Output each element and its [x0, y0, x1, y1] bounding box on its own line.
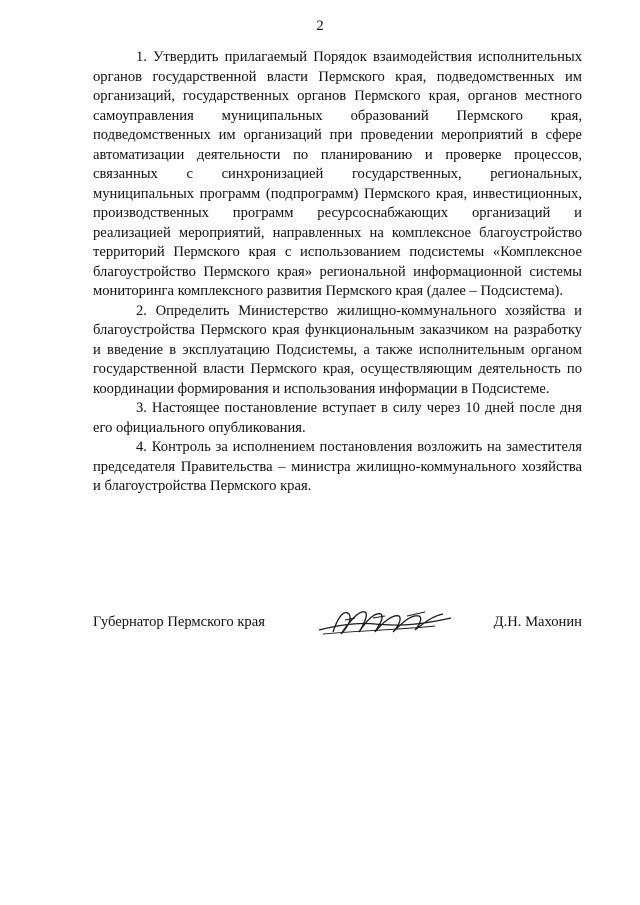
paragraph-2: 2. Определить Министерство жилищно-коммунального хозяйства и благоустройства Пермского края функциональным заказчиком на разработку и введение в эксплуатацию Подсистемы, а также исполнительным органом государственной власти Пермского края, осуществляющим деятельность по координации формирования и использования информации в Подсистеме. [93, 302, 582, 397]
document-body [93, 48, 582, 497]
page-number: 2 [316, 18, 324, 34]
signatory-position: Губернатор Пермского края [93, 614, 265, 630]
paragraph-4: 4. Контроль за исполнением постановления возложить на заместителя председателя Правительства – министра жилищно-коммунального хозяйства и благоустройства Пермского края. [93, 439, 582, 494]
handwritten-signature [315, 604, 455, 640]
signature-block [93, 608, 582, 638]
paragraph-3: 3. Настоящее постановление вступает в силу через 10 дней после дня его официального опубликования. [93, 400, 582, 436]
signatory-name: Д.Н. Махонин [493, 614, 582, 630]
paragraph-1: 1. Утвердить прилагаемый Порядок взаимодействия исполнительных органов государственной власти Пермского края, подведомственных им организаций, государственных органов Пермского края, органов местного самоуправления муниципальных образований Пермского края, подведомственных им организаций при проведении мероприятий в сфере автоматизации деятельности по планированию и проверке процессов, связанных с синхронизацией государственных, региональных, муниципальных программ (подпрограмм) Пермского края, инвестиционных, производственных программ ресурсоснабжающих организаций и реализацией мероприятий, направленных на комплексное благоустройство территорий Пермского края с использованием подсистемы «Комплексное благоустройство Пермского края» региональной информационной системы мониторинга комплексного развития Пермского края (далее – Подсистема). [93, 49, 582, 299]
